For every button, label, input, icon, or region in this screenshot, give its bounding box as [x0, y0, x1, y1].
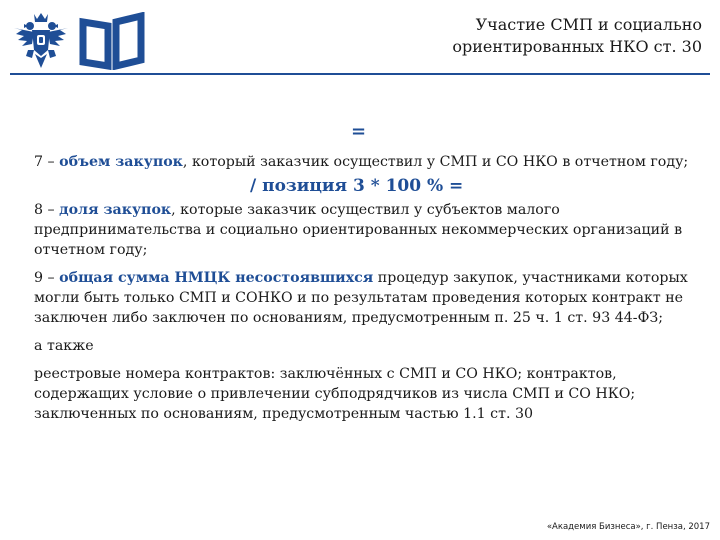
item-9-text: процедур закупок, участниками которых могли быть только СМП и СОНКО и по результатам проведения которых контракт не заключен либо заключен по основаниям, предусмотренным п. 25 ч. 1 ст. 93 44-ФЗ;: [34, 270, 688, 326]
item-9: [34, 268, 704, 328]
title-line-1: Участие СМП и социально: [475, 15, 702, 34]
open-book-logo-icon: [78, 12, 146, 70]
item-9-highlight: общая сумма НМЦК несостоявшихся: [59, 270, 374, 286]
slide-title: [452, 14, 702, 58]
item-7-number: 7 –: [34, 154, 60, 170]
registry-text: реестровые номера контрактов: заключённых с СМП и СО НКО; контрактов, содержащих условие о привлечении субподрядчиков из числа СМП и СО НКО; заключенных по основаниям, предусмотренным частью 1.1 ст. 30: [34, 366, 636, 422]
item-8-text: , которые заказчик осуществил у субъектов малого предпринимательства и социально ориентированных некоммерческих организаций в отчетном году;: [34, 202, 683, 258]
item-7-text: , который заказчик осуществил у СМП и СО НКО в отчетном году;: [182, 154, 689, 170]
slide-body: [34, 152, 704, 424]
item-7-highlight: объем закупок: [59, 154, 183, 170]
formula-position: / позиция 3 * 100 % =: [250, 176, 464, 196]
footer-credit: «Академия Бизнеса», г. Пенза, 2017: [546, 522, 710, 532]
formula-equals: =: [351, 121, 367, 142]
item-9-number: 9 –: [34, 270, 60, 286]
item-7: [34, 152, 704, 172]
also-text: а также: [34, 338, 94, 354]
item-8-number: 8 –: [34, 202, 60, 218]
header-divider: [10, 73, 710, 75]
item-8-highlight: доля закупок: [59, 202, 172, 218]
item-8: [34, 200, 704, 260]
coat-of-arms-icon: [10, 10, 72, 72]
title-line-2: ориентированных НКО ст. 30: [452, 37, 702, 56]
